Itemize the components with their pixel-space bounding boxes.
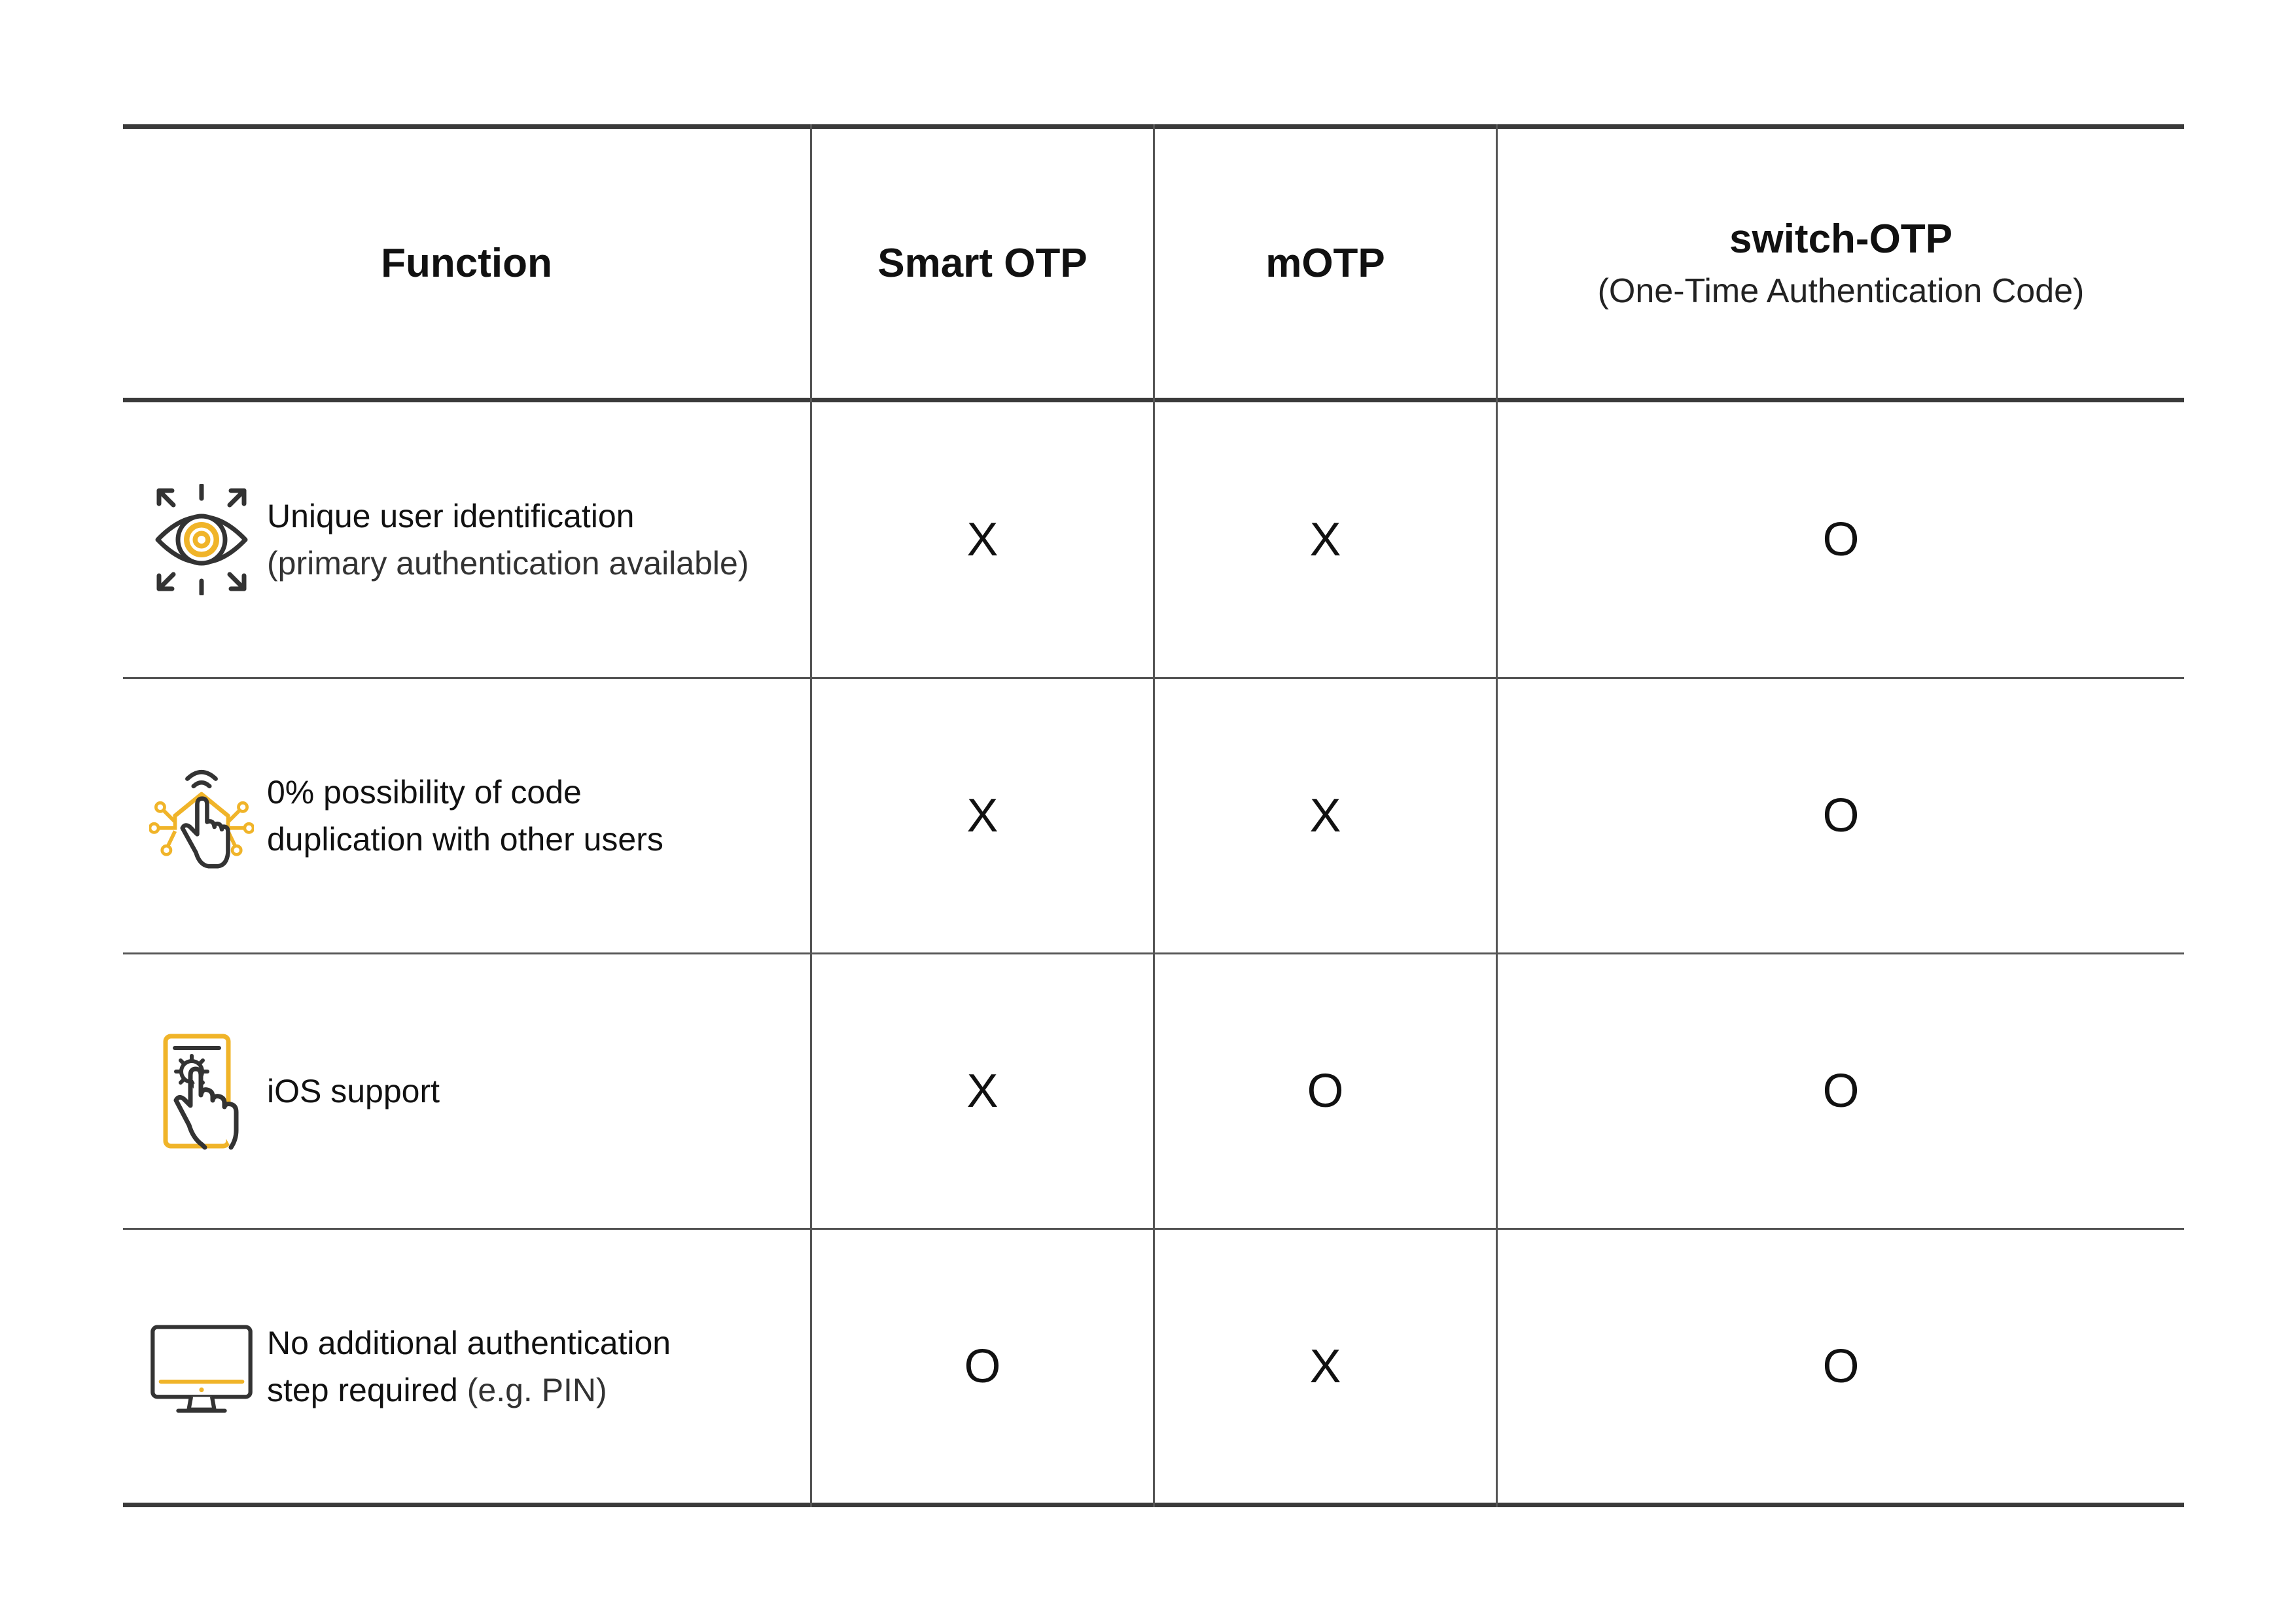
mark: X	[966, 790, 998, 842]
phone-touch-icon	[149, 1032, 254, 1150]
mark: X	[1309, 790, 1341, 842]
mark: X	[1309, 1340, 1341, 1393]
header-smart-otp: Smart OTP	[877, 241, 1087, 286]
header-function: Function	[381, 241, 552, 286]
row-4-smart-otp	[812, 1230, 1153, 1503]
touch-network-icon	[149, 757, 254, 875]
row-2-smart-otp	[812, 679, 1153, 952]
row-4-switch-otp	[1498, 1230, 2184, 1503]
row-2-switch-otp	[1498, 679, 2184, 952]
row-2-label-line1: 0% possibility of code	[267, 774, 582, 811]
row-1-label-line2: (primary authentication available)	[267, 545, 749, 582]
table-row-function	[149, 679, 663, 952]
header-smart-otp-cell	[812, 129, 1153, 398]
header-switch-otp: switch-OTP	[1729, 217, 1953, 262]
row-3-label-line1: iOS support	[267, 1073, 440, 1109]
row-3-motp	[1155, 954, 1496, 1228]
row-4-label-line1: No additional authentication	[267, 1324, 671, 1361]
row-3-smart-otp	[812, 954, 1153, 1228]
mark: X	[1309, 514, 1341, 566]
row-1-motp	[1155, 402, 1496, 677]
mark: X	[966, 1065, 998, 1117]
eye-scan-icon	[149, 481, 254, 599]
row-2-label-line2: duplication with other users	[267, 821, 663, 858]
mark: O	[1822, 1340, 1860, 1393]
header-function-cell	[123, 129, 810, 398]
table-row-function	[149, 954, 440, 1228]
row-3-switch-otp	[1498, 954, 2184, 1228]
mark: X	[966, 514, 998, 566]
mark: O	[1822, 514, 1860, 566]
monitor-icon	[149, 1308, 254, 1425]
row-4-label-line2-note: (e.g. PIN)	[457, 1371, 607, 1408]
row-4-motp	[1155, 1230, 1496, 1503]
comparison-table	[123, 124, 2184, 1507]
header-switch-otp-subtitle: (One-Time Authentication Code)	[1597, 272, 2085, 310]
row-2-motp	[1155, 679, 1496, 952]
row-1-switch-otp	[1498, 402, 2184, 677]
row-4-label-line2: step required	[267, 1371, 458, 1408]
row-1-smart-otp	[812, 402, 1153, 677]
header-motp: mOTP	[1265, 241, 1385, 286]
header-switch-otp-cell	[1498, 129, 2184, 398]
row-1-label-line1: Unique user identification	[267, 498, 635, 534]
table-row-function	[149, 402, 749, 677]
mark: O	[1307, 1065, 1344, 1117]
mark: O	[964, 1340, 1001, 1393]
header-motp-cell	[1155, 129, 1496, 398]
table-row-function	[149, 1230, 671, 1503]
mark: O	[1822, 1065, 1860, 1117]
mark: O	[1822, 790, 1860, 842]
